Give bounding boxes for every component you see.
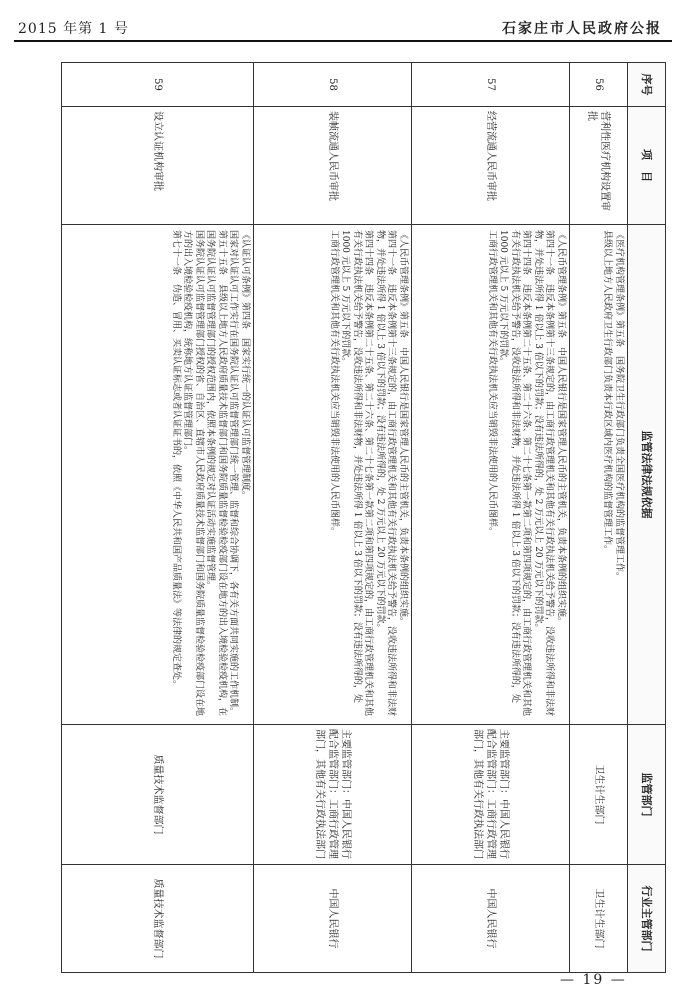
publication-title: 石家庄市人民政府公报 xyxy=(502,21,662,37)
basis-line: 第五十五条 县级以上地方人民政府质量技术监督部门和国务院质量监督检验检疫部门设在地方的出入境检验检疫机构，在国务院认证认可监督管理部门的授权范围内，依照本条例的规定对认证活动实施监督管理。 xyxy=(205,230,227,717)
row-item: 经营流通人民币审批 xyxy=(412,107,570,225)
basis-line: 第七十一条 伪造、冒用、买卖认证标志或者认证证书的，依照《中华人民共和国产品质量法》等法律的规定查处。 xyxy=(171,230,181,690)
basis-line: 工商行政管理机关和其他有关行政执法机关应当销毁非法使用的人民币图样。 xyxy=(487,230,497,537)
row-industry: 中国人民银行 xyxy=(412,865,570,973)
row-no: 58 xyxy=(254,63,412,107)
basis-line: 第四十一条 违反本条例第十三条规定的，由工商行政管理机关和其他有关行政执法机关给予警告，没收违法所得和非法财物，并处违法所得 1 倍以上 3 倍以下的罚款；没有违法所得的，处 2 万元以上 20 万元以下的罚款。 xyxy=(533,230,555,717)
table-header-row xyxy=(628,63,666,973)
col-header-basis: 监管法律法规依据 xyxy=(628,225,666,725)
row-no: 57 xyxy=(412,63,570,107)
table-row xyxy=(412,63,570,973)
row-supervisor: 主要监管部门：中国人民银行 配合监管部门：工商行政管理部门，其他有关行政执法部门 xyxy=(254,725,412,865)
table-row xyxy=(570,63,628,973)
basis-line: 第四十四条 违反本条例第二十五条、第二十六条、第二十七条第一款第二项和第四项规定的，由工商行政管理机关和其他有关行政执法机关给予警告，没收违法所得和非法财物，并处违法所得 1 倍以上 3 倍以下的罚款；没有违法所得的，处 1000 元以上 5 万元以下的罚款。 xyxy=(340,230,374,717)
row-supervisor: 质量技术监督部门 xyxy=(62,725,254,865)
row-industry: 中国人民银行 xyxy=(254,865,412,973)
row-basis xyxy=(412,225,570,725)
col-header-item: 项 目 xyxy=(628,107,666,225)
basis-line: 国务院认证认可监督管理部门授权的省、自治区、直辖市人民政府质量技术监督部门和国务院质量监督检验检疫部门设在地方的出入境检验检疫机构，统称地方认证监督管理部门。 xyxy=(182,230,204,717)
basis-line: 第四十四条 违反本条例第二十五条、第二十六条、第二十七条第一款第二项和第四项规定的，由工商行政管理机关和其他有关行政执法机关给予警告，没收违法所得和非法财物，并处违法所得 1 倍以上 3 倍以下的罚款；没有违法所得的，处 1000 元以上 5 万元以下的罚款。 xyxy=(498,230,532,717)
basis-line: 第四十一条 违反本条例第十三条规定的，由工商行政管理机关和其他有关行政执法机关给予警告，没收违法所得和非法财物，并处违法所得 1 倍以上 3 倍以下的罚款；没有违法所得的，处 2 万元以上 20 万元以下的罚款。 xyxy=(375,230,397,717)
table-row xyxy=(254,63,412,973)
basis-line: 《人民币管理条例》第五条 中国人民银行是国家管理人民币的主管机关，负责本条例的组织实施。 xyxy=(398,230,408,627)
basis-line: 工商行政管理机关和其他有关行政执法机关应当销毁非法使用的人民币图样。 xyxy=(329,230,339,537)
row-supervisor: 主要监管部门：中国人民银行 配合监管部门：工商行政管理部门，其他有关行政执法部门 xyxy=(412,725,570,865)
supervision-table xyxy=(61,62,666,973)
col-header-industry: 行业主管部门 xyxy=(628,865,666,973)
basis-line: 《认证认可条例》第四条 国家实行统一的认证认可监督管理制度。 xyxy=(240,230,250,501)
row-basis xyxy=(62,225,254,725)
basis-line: 《人民币管理条例》第五条 中国人民银行是国家管理人民币的主管机关，负责本条例的组织实施。 xyxy=(556,230,566,627)
page-header xyxy=(0,0,686,48)
row-supervisor: 卫生计生部门 xyxy=(570,725,628,865)
row-industry: 卫生计生部门 xyxy=(570,865,628,973)
row-industry: 质量技术监督部门 xyxy=(62,865,254,973)
col-header-supervisor: 监管部门 xyxy=(628,725,666,865)
issue-number: 2015 年第 1 号 xyxy=(18,21,129,37)
row-basis xyxy=(254,225,412,725)
basis-line: 县级以上地方人民政府卫生行政部门负责本行政区域内医疗机构的监督管理工作。 xyxy=(602,230,613,555)
page-number: — 19 — xyxy=(560,972,627,988)
basis-line: 国家对认证认可工作实行在国务院认证认可监督管理部门统一管理、监督和综合协调下，各有关方面共同实施的工作机制。 xyxy=(228,230,239,717)
row-item: 营利性医疗机构设置审批 xyxy=(570,107,628,225)
table-row xyxy=(62,63,254,973)
row-item: 装帧流通人民币审批 xyxy=(254,107,412,225)
col-header-no: 序号 xyxy=(628,63,666,107)
row-basis xyxy=(570,225,628,725)
row-no: 56 xyxy=(570,63,628,107)
row-no: 59 xyxy=(62,63,254,107)
row-item: 设立认证机构审批 xyxy=(62,107,254,225)
basis-line: 《医疗机构管理条例》第五条 国务院卫生行政部门负责全国医疗机构的监督管理工作。 xyxy=(614,230,624,582)
rotated-table-wrapper xyxy=(62,62,666,972)
header-rule xyxy=(14,40,672,42)
